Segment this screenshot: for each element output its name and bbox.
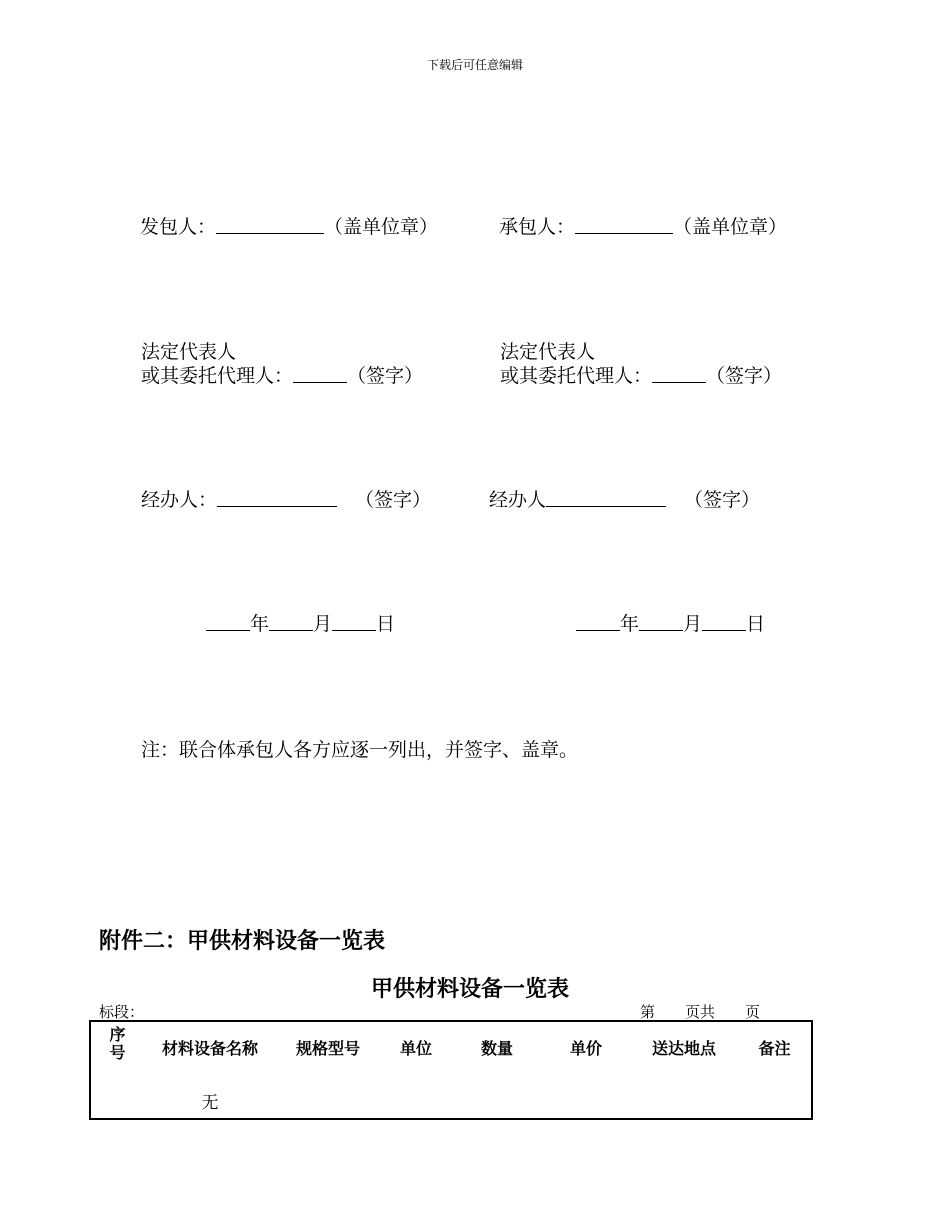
page-info: 第 页共 页 (640, 1003, 761, 1021)
table-header-row (90, 1021, 812, 1088)
cell-seq (90, 1088, 144, 1119)
column-header-seq: 序 号 (109, 1025, 126, 1062)
employer-rep-label: 或其委托代理人： (141, 365, 294, 387)
contractor-rep-blank[interactable] (652, 366, 706, 383)
employer-year-label: 年 (250, 613, 270, 635)
employer-blank[interactable] (216, 217, 324, 234)
contractor-label: 承包人： (499, 216, 576, 238)
employer-handler-line (141, 485, 431, 512)
employer-year-blank[interactable] (206, 614, 250, 631)
contractor-handler-sign: （签字） (684, 489, 761, 511)
employer-day-label: 日 (376, 613, 396, 635)
contractor-blank[interactable] (575, 217, 673, 234)
page-header-note: 下载后可任意编辑 (426, 58, 523, 72)
column-header-location: 送达地点 (651, 1039, 716, 1058)
contractor-handler-label: 经办人 (489, 489, 547, 511)
contractor-month-label: 月 (683, 613, 703, 635)
contractor-rep-label: 或其委托代理人： (500, 365, 653, 387)
contractor-day-blank[interactable] (702, 614, 746, 631)
column-header-price: 单价 (569, 1039, 602, 1058)
employer-rep-sign: （签字） (347, 365, 424, 387)
cell-name: 无 (201, 1093, 219, 1113)
cell-remarks (738, 1088, 812, 1119)
contractor-party-line (499, 212, 787, 239)
segment-label: 标段： (99, 1003, 145, 1021)
table-row (90, 1088, 812, 1119)
appendix-table-title: 甲供材料设备一览表 (370, 976, 569, 1002)
cell-price (542, 1088, 630, 1119)
contractor-handler-blank[interactable] (546, 490, 666, 507)
employer-day-blank[interactable] (332, 614, 376, 631)
cell-quantity (452, 1088, 542, 1119)
employer-label: 发包人： (140, 216, 217, 238)
employer-handler-sign: （签字） (355, 489, 432, 511)
employer-handler-label: 经办人： (141, 489, 218, 511)
employer-handler-blank[interactable] (217, 490, 337, 507)
contractor-year-blank[interactable] (576, 614, 620, 631)
materials-table (89, 1020, 813, 1120)
column-header-remarks: 备注 (758, 1039, 791, 1058)
cell-location (630, 1088, 738, 1119)
contractor-date-line (576, 609, 765, 636)
cell-spec (276, 1088, 380, 1119)
column-header-spec: 规格型号 (295, 1039, 360, 1058)
contractor-month-blank[interactable] (639, 614, 683, 631)
contractor-rep-line1: 法定代表人 (500, 341, 596, 363)
employer-month-blank[interactable] (269, 614, 313, 631)
appendix-section-title: 附件二：甲供材料设备一览表 (99, 928, 386, 954)
contractor-stamp-label: （盖单位章） (673, 216, 788, 238)
cell-unit (380, 1088, 452, 1119)
employer-date-line (206, 609, 395, 636)
employer-rep-blank[interactable] (293, 366, 347, 383)
contractor-rep-line2 (500, 361, 782, 388)
contractor-day-label: 日 (746, 613, 766, 635)
employer-month-label: 月 (313, 613, 333, 635)
employer-rep-line1: 法定代表人 (141, 341, 237, 363)
employer-party-line (140, 212, 438, 239)
column-header-unit: 单位 (399, 1039, 432, 1058)
column-header-name: 材料设备名称 (161, 1039, 258, 1058)
contractor-year-label: 年 (620, 613, 640, 635)
joint-venture-note: 注：联合体承包人各方应逐一列出，并签字、盖章。 (141, 739, 579, 761)
contractor-rep-sign: （签字） (706, 365, 783, 387)
employer-rep-line2 (141, 361, 423, 388)
contractor-handler-line (489, 485, 760, 512)
column-header-quantity: 数量 (480, 1039, 513, 1058)
employer-stamp-label: （盖单位章） (324, 216, 439, 238)
